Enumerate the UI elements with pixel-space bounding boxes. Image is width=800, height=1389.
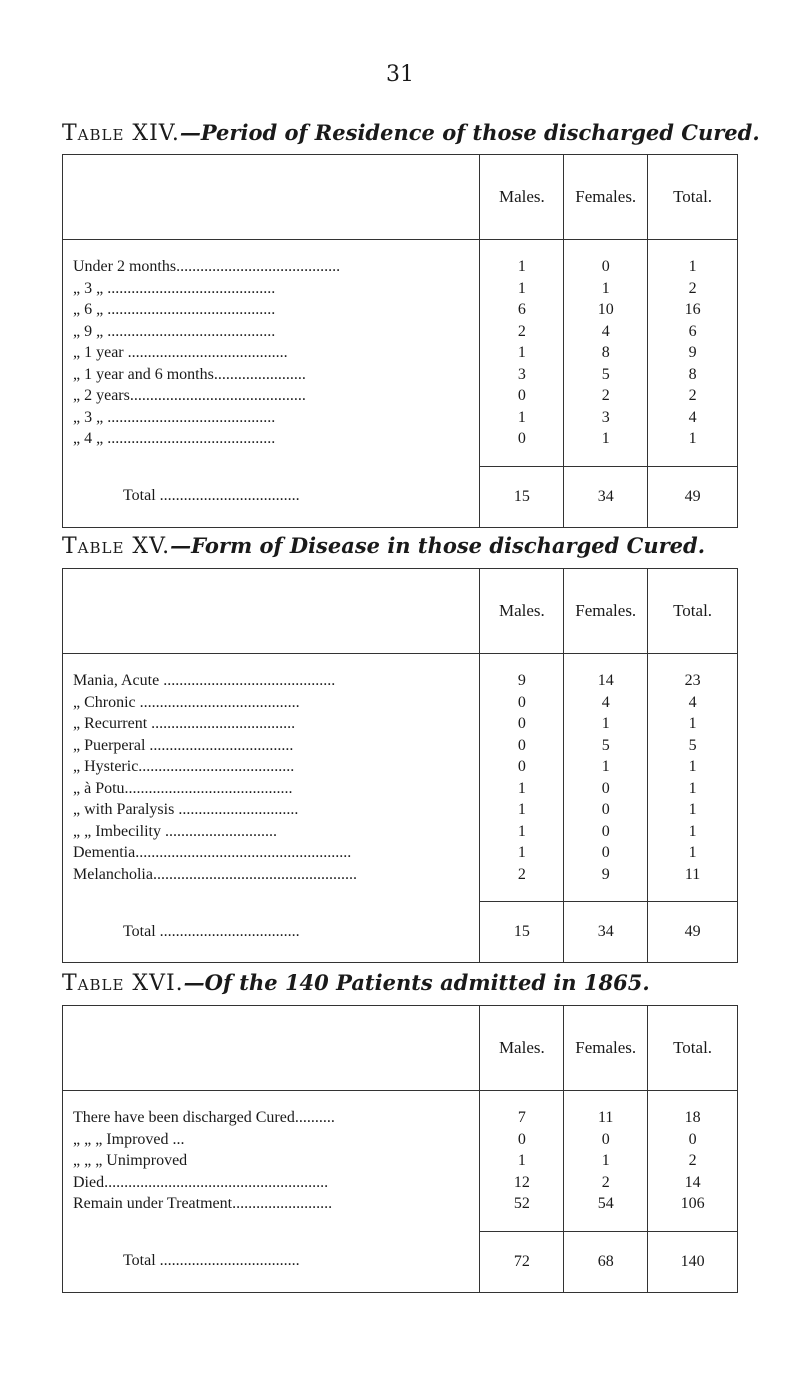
table-row — [63, 407, 738, 429]
cell-females: 0 — [564, 256, 648, 278]
table-row — [63, 1193, 738, 1215]
cell-males: 3 — [480, 364, 564, 386]
cell-females: 0 — [564, 778, 648, 800]
total-label: Total ................................... — [123, 1252, 300, 1270]
row-label: „ 2 years............................................ — [73, 387, 306, 404]
table-15-caps: Table XV. — [62, 534, 171, 559]
cell-total: 16 — [648, 299, 738, 321]
cell-total: 14 — [648, 1172, 738, 1194]
table-16-header-males: Males. — [480, 1006, 564, 1091]
row-label: „ Puerperal .................................... — [73, 736, 294, 754]
row-label: „ 3 „ .......................................... — [73, 279, 276, 297]
cell-males: 2 — [480, 864, 564, 886]
cell-females: 9 — [564, 864, 648, 886]
table-row — [63, 278, 738, 300]
row-label: „ Hysteric....................................... — [73, 758, 295, 775]
total-total: 49 — [648, 466, 738, 527]
cell-males: 12 — [480, 1172, 564, 1194]
cell-total: 23 — [648, 670, 738, 692]
table-14-title — [62, 120, 760, 146]
cell-females: 4 — [564, 692, 648, 714]
cell-total: 1 — [648, 256, 738, 278]
table-15-header-total: Total. — [648, 569, 738, 654]
cell-total: 4 — [648, 692, 738, 714]
row-label: „ Chronic ........................................ — [73, 693, 300, 711]
table-row — [63, 428, 738, 450]
row-label: „ 6 „ .......................................... — [73, 301, 276, 318]
cell-total: 1 — [648, 713, 738, 735]
cell-total: 1 — [648, 842, 738, 864]
table-row — [63, 713, 738, 735]
table-row — [63, 735, 738, 757]
table-15-header-females: Females. — [564, 569, 648, 654]
cell-total: 1 — [648, 821, 738, 843]
cell-males: 1 — [480, 256, 564, 278]
row-label: „ à Potu.......................................... — [73, 779, 293, 797]
cell-total: 1 — [648, 756, 738, 778]
cell-total: 0 — [648, 1129, 738, 1151]
table-15-title-text: —Form of Disease in those discharged Cured. — [170, 533, 706, 558]
total-total: 49 — [648, 902, 738, 963]
table-16-total-row — [63, 1231, 738, 1292]
table-14-header-females: Females. — [564, 155, 648, 240]
cell-total: 1 — [648, 778, 738, 800]
table-row — [63, 842, 738, 864]
cell-total: 11 — [648, 864, 738, 886]
cell-total: 1 — [648, 799, 738, 821]
cell-males: 0 — [480, 713, 564, 735]
table-14-title-text: —Period of Residence of those discharged Cured. — [179, 120, 760, 145]
table-row — [63, 1107, 738, 1129]
row-label: „ 4 „ .......................................... — [73, 430, 276, 447]
table-15-title — [62, 533, 705, 559]
table-row — [63, 299, 738, 321]
table-row — [63, 756, 738, 778]
cell-total: 1 — [648, 428, 738, 450]
total-females: 34 — [564, 902, 648, 963]
cell-females: 0 — [564, 799, 648, 821]
page-number: 31 — [386, 62, 414, 87]
table-15-header-males: Males. — [480, 569, 564, 654]
row-label: „ 9 „ .......................................... — [73, 322, 276, 340]
table-16-header-total: Total. — [648, 1006, 738, 1091]
table-row — [63, 1150, 738, 1172]
row-label: „ 3 „ .......................................... — [73, 408, 276, 426]
cell-males: 1 — [480, 1150, 564, 1172]
row-label: There have been discharged Cured.......... — [73, 1109, 335, 1126]
table-15 — [62, 568, 738, 963]
cell-males: 1 — [480, 821, 564, 843]
row-label: „ with Paralysis .............................. — [73, 801, 299, 818]
cell-males: 1 — [480, 842, 564, 864]
cell-total: 9 — [648, 342, 738, 364]
total-males: 15 — [480, 902, 564, 963]
cell-total: 106 — [648, 1193, 738, 1215]
table-16 — [62, 1005, 738, 1293]
total-total: 140 — [648, 1231, 738, 1292]
cell-males: 9 — [480, 670, 564, 692]
row-label: „ 1 year and 6 months....................... — [73, 365, 306, 383]
cell-females: 1 — [564, 1150, 648, 1172]
cell-females: 11 — [564, 1107, 648, 1129]
cell-males: 0 — [480, 1129, 564, 1151]
table-row — [63, 321, 738, 343]
table-row — [63, 821, 738, 843]
table-row — [63, 342, 738, 364]
cell-total: 5 — [648, 735, 738, 757]
table-16-title-text: —Of the 140 Patients admitted in 1865. — [183, 970, 650, 995]
table-row — [63, 1172, 738, 1194]
cell-females: 0 — [564, 1129, 648, 1151]
row-label: „ „ „ Unimproved — [73, 1152, 188, 1169]
row-label: Mania, Acute ........................................... — [73, 672, 336, 689]
cell-males: 0 — [480, 428, 564, 450]
cell-total: 6 — [648, 321, 738, 343]
table-14-header-label — [63, 155, 480, 240]
cell-females: 10 — [564, 299, 648, 321]
table-row — [63, 364, 738, 386]
row-label: Died........................................................ — [73, 1173, 329, 1191]
cell-females: 5 — [564, 364, 648, 386]
table-15-header-label — [63, 569, 480, 654]
table-16-header-label — [63, 1006, 480, 1091]
row-label: Under 2 months......................................... — [73, 258, 341, 275]
table-row — [63, 1129, 738, 1151]
row-label: „ „ „ Improved ... — [73, 1130, 185, 1148]
table-row — [63, 670, 738, 692]
cell-males: 52 — [480, 1193, 564, 1215]
cell-females: 3 — [564, 407, 648, 429]
table-row — [63, 799, 738, 821]
cell-total: 2 — [648, 278, 738, 300]
cell-males: 1 — [480, 342, 564, 364]
cell-total: 2 — [648, 1150, 738, 1172]
cell-males: 1 — [480, 778, 564, 800]
total-males: 72 — [480, 1231, 564, 1292]
cell-females: 4 — [564, 321, 648, 343]
cell-males: 0 — [480, 692, 564, 714]
cell-females: 14 — [564, 670, 648, 692]
total-label: Total ................................... — [123, 487, 300, 505]
row-label: Melancholia................................................... — [73, 865, 357, 883]
cell-males: 1 — [480, 799, 564, 821]
cell-females: 0 — [564, 842, 648, 864]
total-females: 68 — [564, 1231, 648, 1292]
cell-females: 1 — [564, 278, 648, 300]
table-14-header-total: Total. — [648, 155, 738, 240]
total-females: 34 — [564, 466, 648, 527]
table-16-caps: Table XVI. — [62, 971, 184, 996]
cell-males: 1 — [480, 407, 564, 429]
cell-females: 54 — [564, 1193, 648, 1215]
cell-females: 0 — [564, 821, 648, 843]
cell-males: 0 — [480, 735, 564, 757]
row-label: „ Recurrent .................................... — [73, 715, 296, 732]
total-label: Total ................................... — [123, 922, 300, 940]
row-label: „ „ Imbecility ............................ — [73, 822, 277, 840]
cell-males: 2 — [480, 321, 564, 343]
table-14-header-males: Males. — [480, 155, 564, 240]
row-label: „ 1 year ........................................ — [73, 344, 288, 361]
cell-males: 0 — [480, 756, 564, 778]
cell-females: 2 — [564, 385, 648, 407]
cell-females: 1 — [564, 428, 648, 450]
table-14-caps: Table XIV. — [62, 121, 180, 146]
cell-males: 0 — [480, 385, 564, 407]
table-row — [63, 692, 738, 714]
table-row — [63, 385, 738, 407]
cell-males: 1 — [480, 278, 564, 300]
cell-females: 8 — [564, 342, 648, 364]
cell-total: 4 — [648, 407, 738, 429]
table-14-total-row — [63, 466, 738, 527]
table-row — [63, 864, 738, 886]
table-16-header-females: Females. — [564, 1006, 648, 1091]
cell-males: 7 — [480, 1107, 564, 1129]
cell-females: 5 — [564, 735, 648, 757]
table-row — [63, 778, 738, 800]
cell-females: 1 — [564, 756, 648, 778]
cell-females: 1 — [564, 713, 648, 735]
table-16-title — [62, 970, 650, 996]
cell-total: 8 — [648, 364, 738, 386]
row-label: Remain under Treatment......................... — [73, 1195, 333, 1212]
table-row — [63, 256, 738, 278]
row-label: Dementia...................................................... — [73, 844, 352, 861]
table-14 — [62, 154, 738, 528]
total-males: 15 — [480, 466, 564, 527]
table-15-total-row — [63, 902, 738, 963]
cell-total: 18 — [648, 1107, 738, 1129]
cell-females: 2 — [564, 1172, 648, 1194]
cell-total: 2 — [648, 385, 738, 407]
cell-males: 6 — [480, 299, 564, 321]
